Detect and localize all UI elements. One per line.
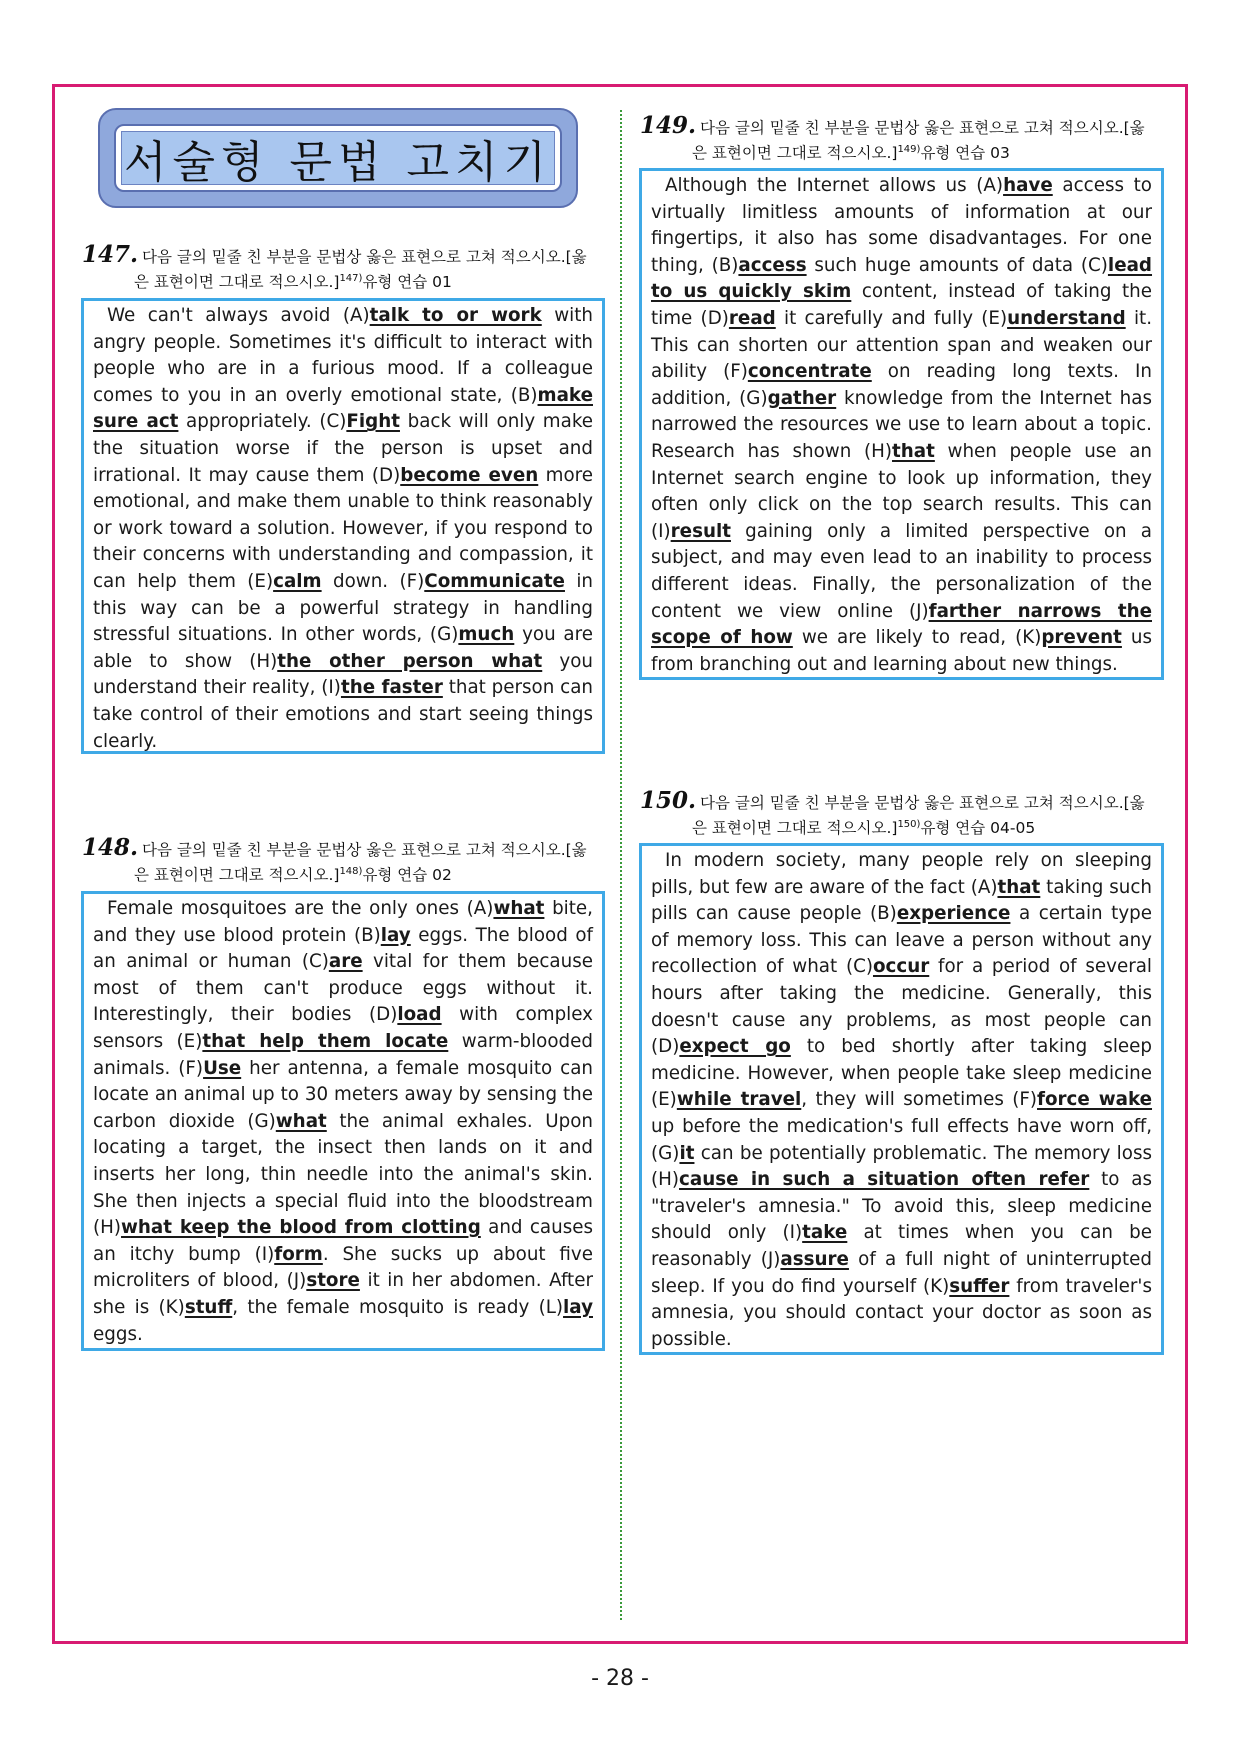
passage-149 [639,168,1164,680]
passage-text: in this way can be a powerful strategy in handling stressful situations. In other words, (G) [93,570,594,646]
passage-text: can be potentially problematic. The memory loss (H) [651,1142,1152,1191]
underlined-phrase: while travel [676,1089,802,1111]
underlined-phrase: much [458,624,515,646]
passage-text: . She sucks up about five microliters of blood, (J) [93,1243,593,1292]
passage-text: more emotional, and make them unable to think reasonably or work toward a solution. However, if you respond to their concerns with understanding and compassion, it can help them (E) [93,464,593,592]
underlined-phrase: farther narrows the scope of how [651,600,1152,649]
underlined-phrase: lay [563,1296,593,1318]
section-title: 서술형 문법 고치기 [123,137,552,188]
passage-147 [81,298,605,754]
question-number: 148. [82,834,139,861]
passage-text: back will only make the situation worse if the person is upset and irrational. It may cause them (D) [93,411,594,486]
passage-text: up before the medication's full effects have worn off, (G) [651,1115,1152,1164]
page-number: - 28 - [591,1666,649,1691]
underlined-phrase: what [493,898,545,919]
underlined-phrase: access [738,254,807,276]
question-source: 유형 연습 04-05 [920,819,1036,838]
passage-text: to bed shortly after taking sleep medicine. However, when people take sleep medicine (E) [651,1036,1152,1111]
question-instruction: 다음 글의 밑줄 친 부분을 문법상 옳은 표현으로 고쳐 적으시오.[옳 [700,794,1145,812]
underlined-phrase: result [670,520,731,542]
passage-text: access to virtually limitless amounts of information at our fingertips, it also has some disadvantages. For one thing, (B) [651,175,1152,276]
underlined-phrase: force wake [1037,1089,1153,1111]
underlined-phrase: concentrate [747,361,872,383]
underlined-phrase: read [728,307,776,329]
passage-text: it carefully and fully (E) [775,307,1008,329]
passage-text: at times when you can be reasonably (J) [651,1222,1152,1270]
passage-text: In modern society, many people rely on sleeping pills, but few are aware of the fact (A) [651,850,1152,898]
passage-text: eggs. The blood of an animal or human (C) [93,924,593,973]
underlined-phrase: Fight [346,411,400,433]
section-title-banner [98,108,578,208]
underlined-phrase: make sure act [93,384,593,433]
passage-text: content, instead of taking the time (D) [651,281,1153,329]
passage-text: with complex sensors (E) [93,1004,593,1052]
passage-text: you are able to show (H) [93,624,593,672]
passage-text: from traveler's amnesia, you should contact your doctor as soon as possible. [651,1275,1152,1350]
question-150-header: 150. 다음 글의 밑줄 친 부분을 문법상 옳은 표현으로 고쳐 적으시오.[옳 은 표현이면 그대로 적으시오.]$^{150)}$유형 연습 04-05 [640,787,1145,838]
underlined-phrase: assure [780,1248,849,1270]
passage-text: you understand their reality, (I) [93,650,593,699]
passage-text: when people use an Internet search engine to look up information, they often only click on the top search results. This can (I) [651,440,1153,542]
question-instruction: 다음 글의 밑줄 친 부분을 문법상 옳은 표현으로 고쳐 적으시오.[옳 [142,248,587,266]
question-number: 149. [640,112,697,139]
question-number: 147. [82,241,139,268]
passage-text: on reading long texts. In addition, (G) [651,361,1152,409]
passage-text: gaining only a limited perspective on a subject, and may even lead to an inability to process different ideas. Finally, the personalization of the content we view online (J) [651,520,1152,622]
passage-text: taking such pills can cause people (B) [651,876,1152,925]
column-divider [620,110,622,1620]
passage-text: us from branching out and learning about new things. [651,627,1153,675]
question-number: 150. [640,787,697,814]
passage-text: it in her abdomen. After she is (K) [93,1270,593,1318]
passage-text: the animal exhales. Upon locating a target, the insect then lands on it and inserts her long, thin needle into the animal's skin. She then injects a special fluid into the bloodstream (H) [93,1110,593,1239]
passage-text: we are likely to read, (K) [792,627,1042,649]
passage-text: knowledge from the Internet has narrowed the resources we use to learn about a topic. Research has shown (H) [651,387,1152,462]
underlined-phrase: load [397,1004,442,1026]
passage-text: warm-blooded animals. (F) [93,1030,594,1079]
underlined-phrase: the other person what [277,650,543,672]
underlined-phrase: cause in such a situation often refer [679,1169,1090,1191]
underlined-phrase: lay [380,924,411,946]
passage-text: her antenna, a female mosquito can locate an animal up to 30 meters away by sensing the carbon dioxide (G) [93,1057,594,1132]
underlined-phrase: have [1003,175,1053,196]
question-149-header: 149. 다음 글의 밑줄 친 부분을 문법상 옳은 표현으로 고쳐 적으시오.[옳 은 표현이면 그대로 적으시오.]$^{149)}$유형 연습 03 [640,112,1145,163]
passage-text: for a period of several hours after taking the medicine. Generally, this doesn't cause any problems, as most people can (D) [651,956,1152,1058]
passage-text: vital for them because most of them can't produce eggs without it. Interestingly, their bodies (D) [93,951,593,1026]
question-source: 유형 연습 03 [920,144,1010,163]
passage-text: Female mosquitoes are the only ones (A) [107,898,494,919]
passage-text: and causes an itchy bump (I) [93,1217,593,1265]
passage-text: it. This can shorten our attention span and weaken our ability (F) [651,307,1152,383]
passage-text: with angry people. Sometimes it's difficult to interact with people who are in a furious mood. If a colleague comes to you in an overly emotional state, (B) [93,305,593,406]
underlined-phrase: lead to us quickly skim [651,254,1153,303]
underlined-phrase: what keep the blood from clotting [121,1217,481,1239]
underlined-phrase: that help them locate [202,1030,449,1052]
passage-text: appropriately. (C) [178,411,347,433]
underlined-phrase: stuff [184,1296,233,1318]
underlined-phrase: calm [273,570,322,592]
underlined-phrase: experience [896,903,1011,925]
passage-text: that person can take control of their emotions and start seeing things clearly. [93,677,594,752]
underlined-phrase: occur [872,956,930,978]
underlined-phrase: form [274,1243,323,1265]
question-147-header: 147. 다음 글의 밑줄 친 부분을 문법상 옳은 표현으로 고쳐 적으시오.[옳 은 표현이면 그대로 적으시오.]$^{147)}$유형 연습 01 [82,241,587,292]
passage-text: , the female mosquito is ready (L) [232,1296,564,1318]
underlined-phrase: understand [1007,307,1126,329]
underlined-phrase: expect go [679,1036,791,1058]
underlined-phrase: Communicate [424,570,565,592]
passage-150 [639,843,1164,1355]
passage-text: , they will sometimes (F) [801,1089,1038,1111]
underlined-phrase: that [997,876,1041,898]
underlined-phrase: the faster [340,677,443,699]
underlined-phrase: suffer [949,1275,1010,1297]
underlined-phrase: gather [767,387,837,409]
question-148-header: 148. 다음 글의 밑줄 친 부분을 문법상 옳은 표현으로 고쳐 적으시오.[옳 은 표현이면 그대로 적으시오.]$^{148)}$유형 연습 02 [82,834,587,885]
passage-text: to as "traveler's amnesia." To avoid this, sleep medicine should only (I) [651,1169,1152,1244]
passage-text: such huge amounts of data (C) [806,254,1108,276]
passage-148 [81,891,605,1351]
underlined-phrase: talk to or work [369,305,542,326]
passage-text: eggs. [93,1323,143,1345]
underlined-phrase: Use [203,1057,242,1079]
underlined-phrase: store [306,1270,360,1292]
underlined-phrase: are [328,951,363,973]
underlined-phrase: take [802,1222,848,1244]
passage-text: a certain type of memory loss. This can leave a person without any recollection of what (C) [651,903,1152,978]
underlined-phrase: prevent [1041,627,1122,649]
passage-text: Although the Internet allows us (A) [665,175,1004,196]
underlined-phrase: it [679,1142,695,1164]
underlined-phrase: that [892,440,935,462]
question-instruction: 다음 글의 밑줄 친 부분을 문법상 옳은 표현으로 고쳐 적으시오.[옳 [700,119,1145,137]
underlined-phrase: become even [400,464,539,486]
question-source: 유형 연습 01 [362,273,452,292]
underlined-phrase: what [275,1110,327,1132]
question-source: 유형 연습 02 [362,866,452,885]
passage-text: We can't always avoid (A) [107,305,370,326]
passage-text: bite, and they use blood protein (B) [93,898,593,946]
question-instruction: 다음 글의 밑줄 친 부분을 문법상 옳은 표현으로 고쳐 적으시오.[옳 [142,841,587,859]
passage-text: of a full night of uninterrupted sleep. If you do find yourself (K) [651,1248,1152,1297]
passage-text: down. (F) [321,570,425,592]
